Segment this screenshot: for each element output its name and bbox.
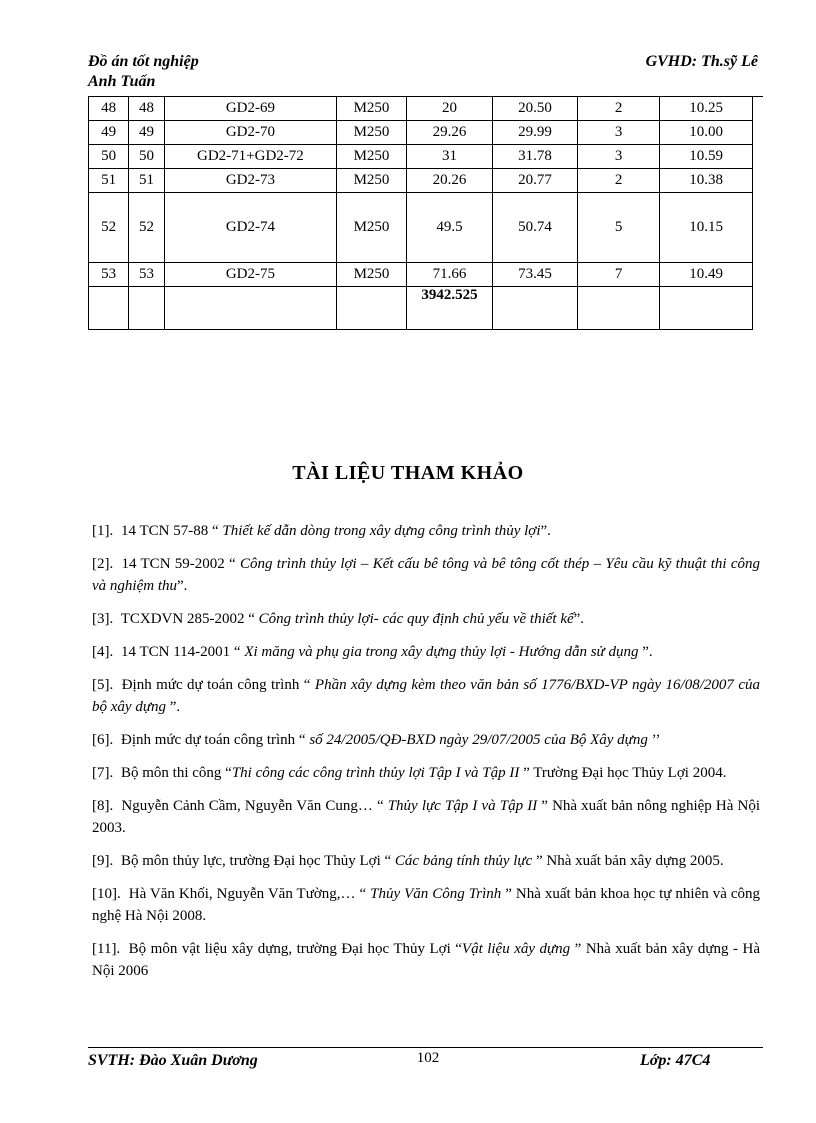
footer-student: SVTH: Đào Xuân Dương bbox=[88, 1052, 258, 1069]
reference-prefix: Hà Văn Khối, Nguyễn Văn Tường,… “ bbox=[124, 886, 371, 902]
reference-number: [1]. bbox=[92, 523, 114, 539]
table-row bbox=[89, 169, 753, 193]
segment-code-cell: GD2-73 bbox=[164, 169, 336, 193]
reference-number: [2]. bbox=[92, 556, 114, 572]
reference-title: Các bảng tính thủy lực bbox=[394, 853, 533, 869]
value-1-cell: 49.5 bbox=[406, 193, 492, 263]
reference-title: Thủy Văn Công Trình bbox=[370, 886, 502, 902]
reference-prefix: Bộ môn thủy lực, trường Đại học Thủy Lợi “ bbox=[117, 853, 395, 869]
row-number-cell: 48 bbox=[129, 97, 164, 121]
row-index-cell: 51 bbox=[89, 169, 129, 193]
value-2-cell: 20.77 bbox=[492, 169, 577, 193]
ratio-cell: 10.59 bbox=[660, 145, 753, 169]
reference-number: [7]. bbox=[92, 765, 114, 781]
reference-item bbox=[92, 641, 760, 663]
empty-cell bbox=[129, 287, 164, 330]
reference-suffix: ”. bbox=[573, 611, 585, 627]
footer-rule bbox=[88, 1047, 763, 1048]
row-index-cell: 49 bbox=[89, 121, 129, 145]
value-1-cell: 71.66 bbox=[406, 263, 492, 287]
row-index-cell: 53 bbox=[89, 263, 129, 287]
reference-number: [8]. bbox=[92, 798, 114, 814]
reference-suffix: ”. bbox=[176, 578, 188, 594]
count-cell: 5 bbox=[578, 193, 660, 263]
reference-prefix: Bộ môn thi công “ bbox=[117, 765, 232, 781]
value-2-cell: 31.78 bbox=[492, 145, 577, 169]
data-table bbox=[88, 96, 753, 330]
reference-item bbox=[92, 883, 760, 927]
empty-cell bbox=[89, 287, 129, 330]
reference-title: Thủy lực Tập I và Tập II bbox=[387, 798, 538, 814]
count-cell: 3 bbox=[578, 121, 660, 145]
header-author-fragment: Anh Tuấn bbox=[88, 73, 156, 90]
ratio-cell: 10.25 bbox=[660, 97, 753, 121]
reference-suffix: ’’ bbox=[647, 732, 661, 748]
row-index-cell: 52 bbox=[89, 193, 129, 263]
row-number-cell: 50 bbox=[129, 145, 164, 169]
value-1-cell: 20 bbox=[406, 97, 492, 121]
value-1-cell: 31 bbox=[406, 145, 492, 169]
segment-code-cell: GD2-71+GD2-72 bbox=[164, 145, 336, 169]
reference-number: [4]. bbox=[92, 644, 114, 660]
row-number-cell: 49 bbox=[129, 121, 164, 145]
segment-code-cell: GD2-69 bbox=[164, 97, 336, 121]
row-index-cell: 48 bbox=[89, 97, 129, 121]
reference-item bbox=[92, 520, 760, 542]
reference-item bbox=[92, 553, 760, 597]
reference-title: Vật liệu xây dựng bbox=[461, 941, 571, 957]
references-list bbox=[92, 520, 760, 993]
reference-prefix: 14 TCN 57-88 “ bbox=[117, 523, 223, 539]
segment-code-cell: GD2-75 bbox=[164, 263, 336, 287]
table-row bbox=[89, 121, 753, 145]
reference-title: Thi công các công trình thủy lợi Tập I và Tập II bbox=[231, 765, 520, 781]
table-row bbox=[89, 263, 753, 287]
reference-suffix: ”. bbox=[540, 523, 551, 539]
count-cell: 2 bbox=[578, 169, 660, 193]
header-left bbox=[88, 52, 199, 92]
reference-suffix: ” Nhà xuất bản xây dựng - Hà Nội 2006 bbox=[92, 941, 760, 979]
empty-cell bbox=[337, 287, 407, 330]
reference-title: Thiết kế dẫn dòng trong xây dựng công trình thủy lợi bbox=[222, 523, 541, 539]
total-value: 3942.525 bbox=[406, 287, 492, 330]
concrete-grade-cell: M250 bbox=[337, 97, 407, 121]
reference-prefix: Bộ môn vật liệu xây dựng, trường Đại học Thủy Lợi “ bbox=[124, 941, 462, 957]
table-row bbox=[89, 193, 753, 263]
ratio-cell: 10.49 bbox=[660, 263, 753, 287]
concrete-grade-cell: M250 bbox=[337, 193, 407, 263]
reference-suffix: ” Nhà xuất bản xây dựng 2005. bbox=[532, 853, 724, 869]
count-cell: 7 bbox=[578, 263, 660, 287]
header-project-title: Đồ án tốt nghiệp bbox=[88, 53, 199, 70]
concrete-grade-cell: M250 bbox=[337, 145, 407, 169]
ratio-cell: 10.15 bbox=[660, 193, 753, 263]
reference-item bbox=[92, 850, 760, 872]
value-1-cell: 29.26 bbox=[406, 121, 492, 145]
header-advisor: GVHD: Th.sỹ Lê bbox=[645, 53, 758, 70]
row-number-cell: 53 bbox=[129, 263, 164, 287]
reference-item bbox=[92, 938, 760, 982]
reference-item bbox=[92, 608, 760, 630]
page-number: 102 bbox=[416, 1050, 440, 1066]
count-cell: 2 bbox=[578, 97, 660, 121]
value-2-cell: 20.50 bbox=[492, 97, 577, 121]
reference-title: số 24/2005/QĐ-BXD ngày 29/07/2005 của Bộ Xây dựng bbox=[309, 732, 648, 748]
row-index-cell: 50 bbox=[89, 145, 129, 169]
reference-suffix: ”. bbox=[638, 644, 653, 660]
reference-title: Xi măng và phụ gia trong xây dựng thủy lợi - Hướng dẫn sử dụng bbox=[244, 644, 639, 660]
value-1-cell: 20.26 bbox=[406, 169, 492, 193]
segment-code-cell: GD2-74 bbox=[164, 193, 336, 263]
ratio-cell: 10.38 bbox=[660, 169, 753, 193]
value-2-cell: 29.99 bbox=[492, 121, 577, 145]
references-title: TÀI LIỆU THAM KHẢO bbox=[292, 462, 524, 484]
value-2-cell: 50.74 bbox=[492, 193, 577, 263]
reference-title: Phần xây dựng kèm theo văn bản số 1776/BXD-VP ngày 16/08/2007 của bộ xây dựng bbox=[92, 677, 760, 715]
value-2-cell: 73.45 bbox=[492, 263, 577, 287]
ratio-cell: 10.00 bbox=[660, 121, 753, 145]
reference-number: [5]. bbox=[92, 677, 114, 693]
table-row bbox=[89, 145, 753, 169]
row-number-cell: 51 bbox=[129, 169, 164, 193]
data-table-body bbox=[89, 97, 753, 330]
reference-prefix: Định mức dự toán công trình “ bbox=[117, 732, 310, 748]
reference-number: [6]. bbox=[92, 732, 114, 748]
reference-number: [3]. bbox=[92, 611, 114, 627]
reference-title: Công trình thủy lợi- các quy định chủ yếu về thiết kế bbox=[258, 611, 574, 627]
table-row bbox=[89, 97, 753, 121]
reference-suffix: ” Nhà xuất bản nông nghiệp Hà Nội 2003. bbox=[92, 798, 761, 836]
reference-suffix: ”. bbox=[166, 699, 181, 715]
empty-cell bbox=[492, 287, 577, 330]
reference-item bbox=[92, 729, 760, 751]
reference-prefix: 14 TCN 114-2001 “ bbox=[117, 644, 245, 660]
footer-class: Lớp: 47C4 bbox=[640, 1052, 711, 1069]
reference-item bbox=[92, 762, 760, 784]
reference-number: [10]. bbox=[92, 886, 121, 902]
concrete-grade-cell: M250 bbox=[337, 121, 407, 145]
reference-prefix: 14 TCN 59-2002 “ bbox=[117, 556, 240, 572]
row-number-cell: 52 bbox=[129, 193, 164, 263]
reference-item bbox=[92, 795, 760, 839]
reference-number: [11]. bbox=[92, 941, 121, 957]
reference-suffix: ” Nhà xuất bản khoa học tự nhiên và công nghệ Hà Nội 2008. bbox=[92, 886, 761, 924]
empty-cell bbox=[660, 287, 753, 330]
reference-title: Công trình thủy lợi – Kết cấu bê tông và bê tông cốt thép – Yêu cầu kỹ thuật thi công và nghiệm thu bbox=[92, 556, 761, 594]
empty-cell bbox=[578, 287, 660, 330]
reference-number: [9]. bbox=[92, 853, 114, 869]
reference-suffix: ” Trường Đại học Thủy Lợi 2004. bbox=[519, 765, 727, 781]
reference-item bbox=[92, 674, 760, 718]
reference-prefix: Định mức dự toán công trình “ bbox=[117, 677, 315, 693]
concrete-grade-cell: M250 bbox=[337, 263, 407, 287]
reference-prefix: Nguyễn Cảnh Cầm, Nguyễn Văn Cung… “ bbox=[117, 798, 388, 814]
empty-cell bbox=[164, 287, 336, 330]
reference-prefix: TCXDVN 285-2002 “ bbox=[117, 611, 259, 627]
segment-code-cell: GD2-70 bbox=[164, 121, 336, 145]
concrete-grade-cell: M250 bbox=[337, 169, 407, 193]
table-total-row bbox=[89, 287, 753, 330]
count-cell: 3 bbox=[578, 145, 660, 169]
